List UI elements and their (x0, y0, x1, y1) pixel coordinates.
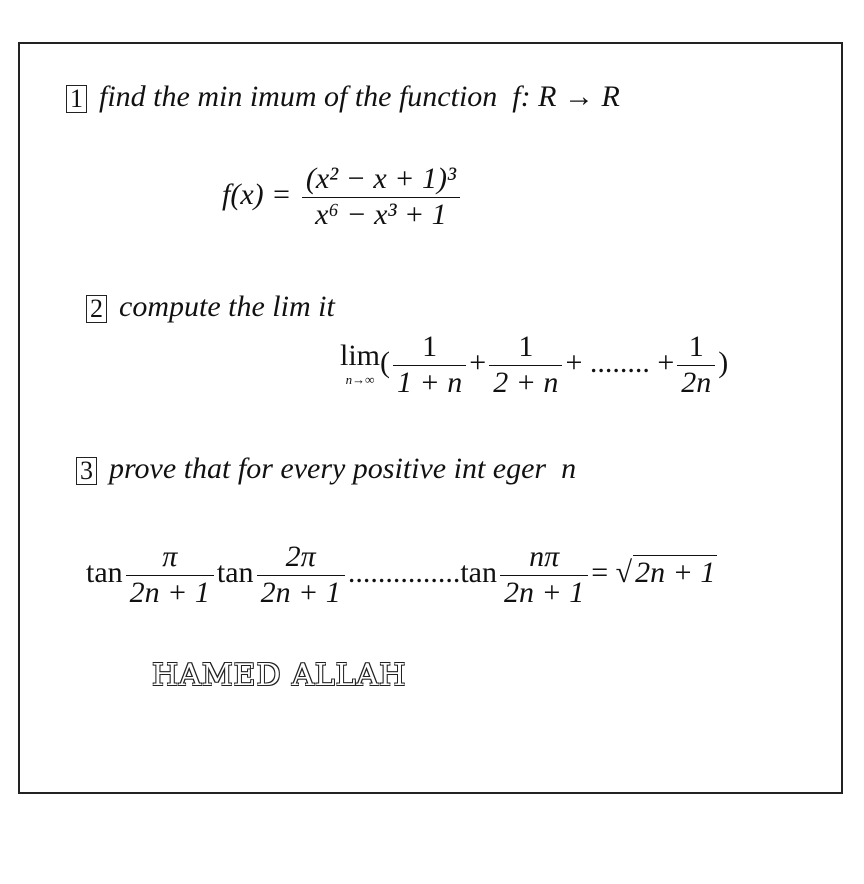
term-n-denominator: 2n (681, 365, 712, 399)
open-paren: ( (380, 345, 391, 379)
limit-operator (340, 338, 381, 389)
tan-1-denominator: 2n + 1 (129, 575, 210, 609)
tan-2-denominator: 2n + 1 (260, 575, 341, 609)
term-2-numerator: 1 (489, 330, 562, 366)
problem-1-number: 1 (66, 85, 87, 113)
problem-2-statement: compute the lim it (119, 290, 335, 323)
term-1-fraction (393, 330, 466, 400)
tan-2-fraction (257, 540, 345, 610)
tan-3-fraction (500, 540, 588, 610)
problem-1-mapping: f: R → R (512, 80, 620, 113)
series-dots: + ........ + (565, 345, 675, 379)
problem-2-heading (86, 290, 335, 324)
problem-1-statement: find the min imum of the function (99, 80, 498, 113)
tan-1-fraction (126, 540, 214, 610)
function-numerator: (x² − x + 1)³ (302, 162, 460, 198)
sqrt-icon: √ (615, 555, 633, 589)
problem-3-variable: n (561, 452, 577, 485)
document-frame (18, 42, 843, 794)
problem-1-formula (222, 162, 463, 232)
term-2-fraction (489, 330, 562, 400)
tan-2-numerator: 2π (257, 540, 345, 576)
tan-1: tan (86, 555, 123, 589)
problem-2-number: 2 (86, 295, 107, 323)
plus-sign: + (469, 345, 487, 379)
term-1-numerator: 1 (393, 330, 466, 366)
limit-subscript: n→∞ (345, 371, 375, 387)
term-n-fraction (677, 330, 715, 400)
product-dots: ............... (347, 555, 461, 589)
problem-2-formula (340, 330, 728, 400)
author-signature: HAMED ALLAH (152, 658, 407, 693)
tan-3-denominator: 2n + 1 (503, 575, 585, 609)
problem-3-formula (86, 540, 717, 610)
limit-word: lim (340, 338, 381, 372)
problem-3-number: 3 (76, 457, 97, 485)
function-fraction (302, 162, 460, 232)
tan-3-numerator: nπ (500, 540, 588, 576)
equals-sign: = (591, 555, 609, 589)
term-1-denominator: 1 + n (397, 365, 463, 399)
problem-3-heading (76, 452, 576, 486)
tan-2: tan (216, 555, 254, 589)
sqrt-content: 2n + 1 (635, 555, 716, 589)
problem-3-statement: prove that for every positive int eger (109, 452, 547, 485)
term-2-denominator: 2 + n (493, 365, 559, 399)
tan-1-numerator: π (126, 540, 214, 576)
function-lhs: f(x) = (222, 177, 292, 211)
term-n-numerator: 1 (677, 330, 715, 366)
close-paren: ) (718, 345, 729, 379)
tan-3: tan (460, 555, 497, 589)
function-denominator: x⁶ − x³ + 1 (315, 197, 447, 231)
problem-1-heading (66, 80, 620, 114)
